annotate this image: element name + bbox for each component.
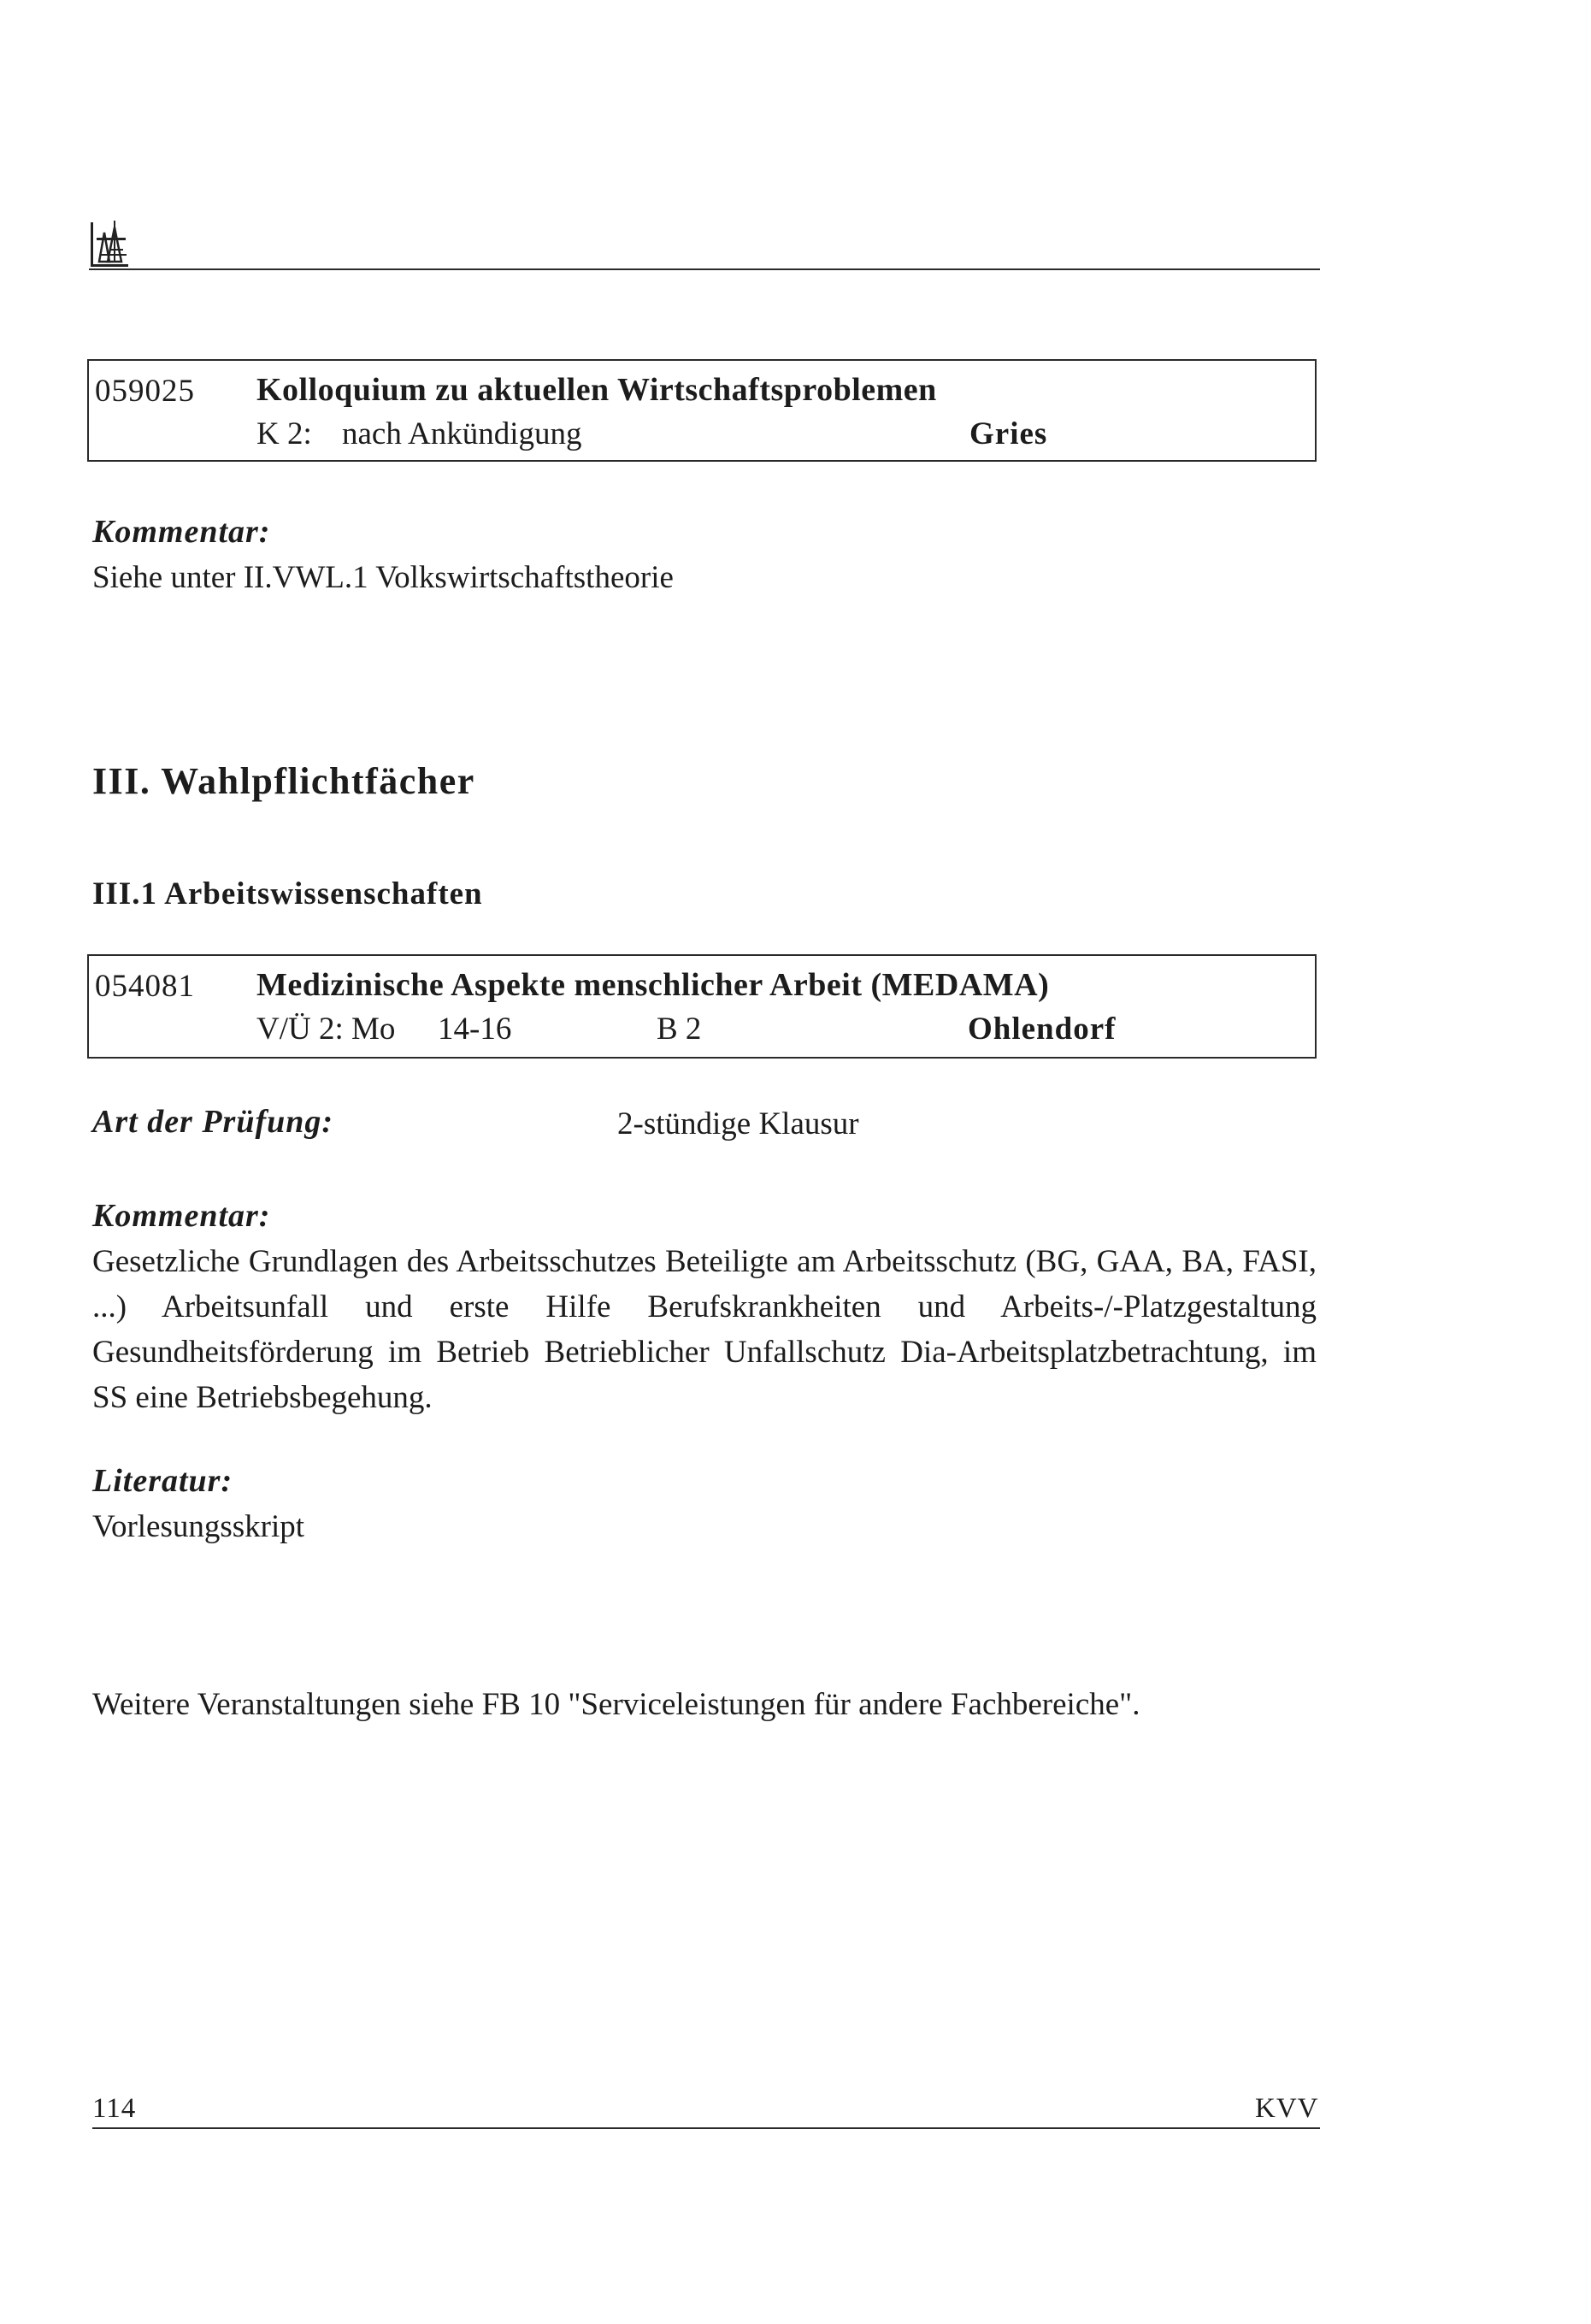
subsection-heading: III.1 Arbeitswissenschaften	[92, 876, 483, 911]
comment-text: Gesetzliche Grundlagen des Arbeitsschutzes Beteiligte am Arbeitsschutz (BG, GAA, BA, FASI, ...) Arbeitsunfall und erste Hilfe Berufskrankheiten und Arbeits-/-Platzgestaltung Gesundheitsförderung im Betrieb Betrieblicher Unfallschutz Dia-Arbeitsplatzbetrachtung, im SS eine Betriebsbegehung.	[92, 1244, 1317, 1415]
footer-divider	[92, 2127, 1320, 2129]
course-box-059025	[87, 359, 1317, 462]
course-time: 14-16	[438, 1012, 512, 1047]
university-logo-icon	[89, 215, 132, 268]
header-divider	[89, 268, 1320, 270]
further-courses-note: Weitere Veranstaltungen siehe FB 10 "Serviceleistungen für andere Fachbereiche".	[92, 1687, 1140, 1722]
section-heading: III. Wahlpflichtfächer	[92, 760, 475, 802]
course-title: Medizinische Aspekte menschlicher Arbeit (MEDAMA)	[256, 967, 1050, 1003]
course-type: K 2:	[256, 416, 312, 451]
footer-label: KVV	[1255, 2093, 1319, 2124]
course-title: Kolloquium zu aktuellen Wirtschaftsproblemen	[256, 372, 937, 408]
course-schedule: nach Ankündigung	[342, 416, 582, 451]
course-lecturer: Gries	[969, 416, 1048, 451]
comment-label: Kommentar:	[92, 1198, 271, 1234]
literature-text: Vorlesungsskript	[92, 1509, 305, 1544]
course-type: V/Ü 2: Mo	[256, 1012, 396, 1047]
course-room: B 2	[657, 1012, 702, 1047]
course-lecturer: Ohlendorf	[968, 1012, 1117, 1047]
literature-label: Literatur:	[92, 1463, 233, 1499]
exam-label: Art der Prüfung:	[92, 1104, 334, 1140]
comment-label: Kommentar:	[92, 514, 271, 550]
course-number: 059025	[95, 374, 195, 409]
course-number: 054081	[95, 969, 195, 1004]
page-number: 114	[92, 2093, 137, 2124]
course-box-054081	[87, 954, 1317, 1059]
comment-text: Siehe unter II.VWL.1 Volkswirtschaftstheorie	[92, 560, 674, 595]
exam-value: 2-stündige Klausur	[617, 1106, 859, 1141]
